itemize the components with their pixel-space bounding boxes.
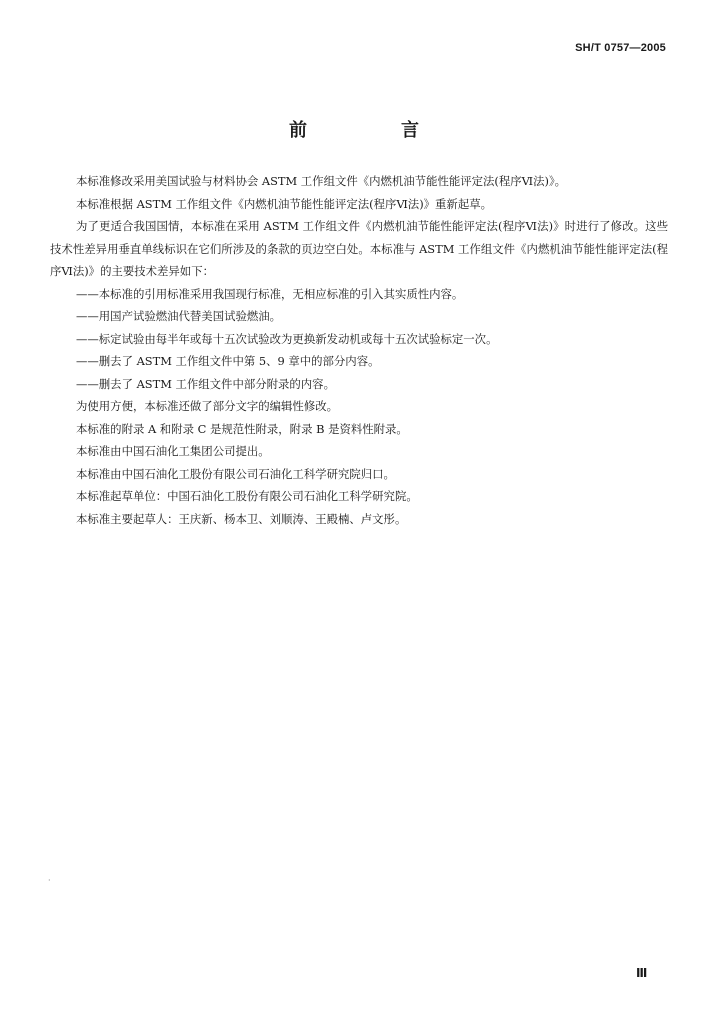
list-item: ——删去了 ASTM 工作组文件中第 5、9 章中的部分内容。 [76,354,380,368]
paragraph: 本标准由中国石油化工股份有限公司石油化工科学研究院归口。 [76,466,395,481]
paragraph: 本标准的附录 A 和附录 C 是规范性附录，附录 B 是资料性附录。 [76,421,408,436]
list-item: ——删去了 ASTM 工作组文件中部分附录的内容。 [76,376,335,391]
standard-code: SH/T 0757—2005 [575,42,666,54]
list-item: ——用国产试验燃油代替美国试验燃油。 [76,309,282,323]
paragraph: 本标准主要起草人：王庆新、杨本卫、刘顺涛、王殿楠、卢文彤。 [76,511,407,526]
list-item: ——标定试验由每半年或每十五次试验改为更换新发动机或每十五次试验标定一次。 [76,331,498,346]
paragraph: 为了更适合我国国情，本标准在采用 ASTM 工作组文件《内燃机油节能性能评定法(程序Ⅵ法)》时进行了修改。这些技术性差异用垂直单线标识在它们所涉及的条款的页边空白处。本标准与 ASTM 工作组文件《内燃机油节能性能评定法(程序Ⅵ法)》的主要技术差异如下： [50,219,668,278]
paragraph: 本标准根据 ASTM 工作组文件《内燃机油节能性能评定法(程序Ⅵ法)》重新起草。 [76,196,492,211]
foreword-body [50,170,668,530]
paragraph: 本标准起草单位：中国石油化工股份有限公司石油化工科学研究院。 [76,489,418,503]
list-item: ——本标准的引用标准采用我国现行标准，无相应标准的引入其实质性内容。 [76,286,464,301]
paragraph: 本标准由中国石油化工集团公司提出。 [76,444,270,458]
page-number: Ⅲ [636,966,648,980]
scan-speck: · [48,876,51,885]
paragraph: 本标准修改采用美国试验与材料协会 ASTM 工作组文件《内燃机油节能性能评定法(程序Ⅵ法)》。 [76,174,567,188]
paragraph: 为使用方便，本标准还做了部分文字的编辑性修改。 [76,399,338,413]
page-title: 前 言 [289,120,457,141]
